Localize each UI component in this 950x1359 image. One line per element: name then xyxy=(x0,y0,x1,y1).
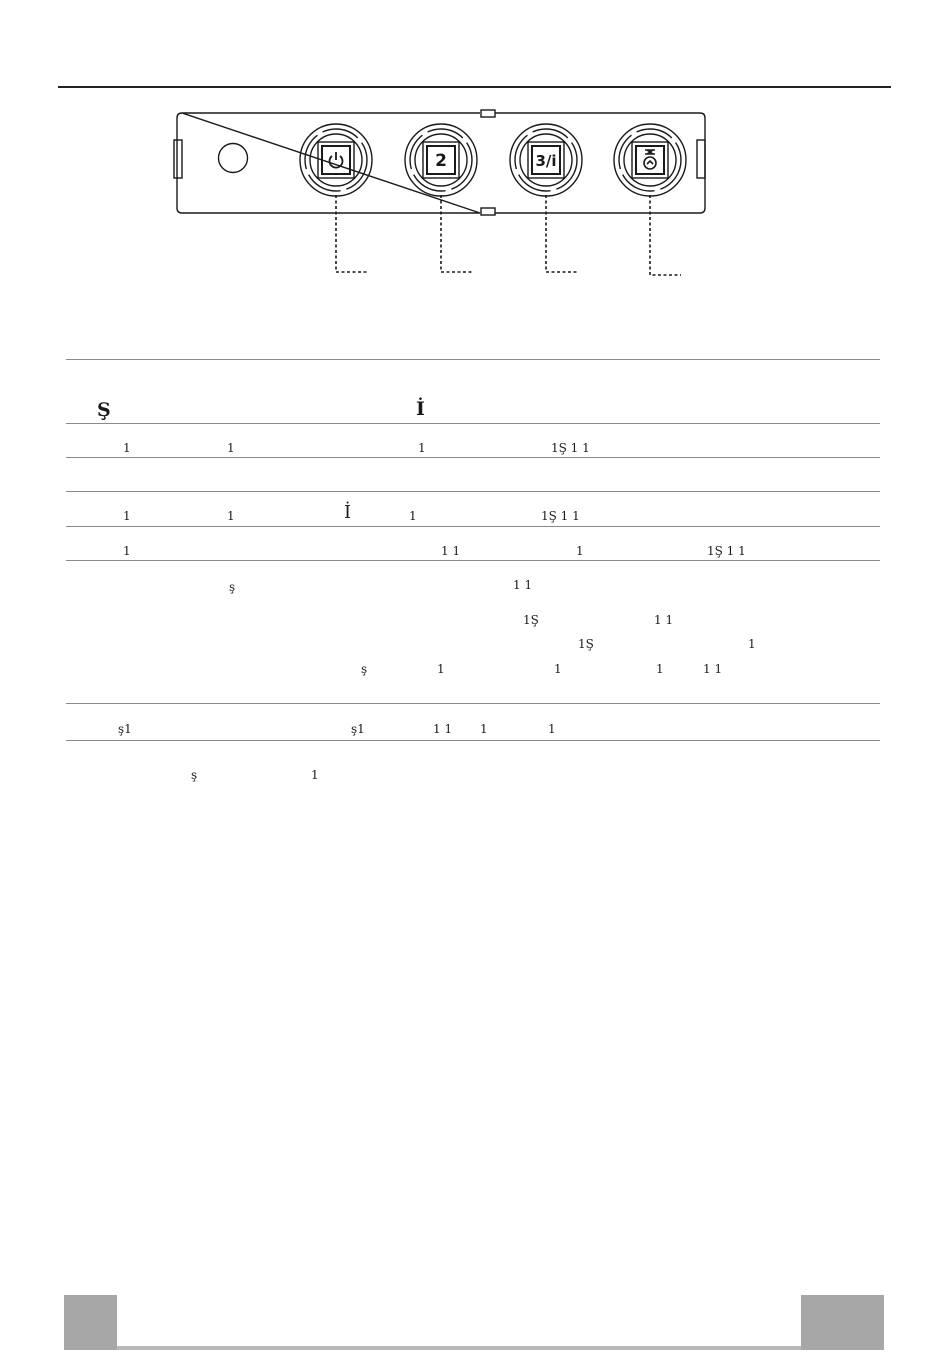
table-rule xyxy=(66,703,880,704)
table-cell: 1Ş 1 1 xyxy=(551,441,590,455)
table-cell: İ xyxy=(344,502,352,523)
table-cell: 1 xyxy=(123,441,131,455)
footer-tab-left xyxy=(64,1295,117,1350)
table-cell: 1 1 xyxy=(654,613,674,627)
table-cell: 1Ş 1 1 xyxy=(707,544,746,558)
speed2-label: 2 xyxy=(435,151,447,171)
table-rule xyxy=(66,560,880,561)
table-cell: ş1 xyxy=(351,722,365,736)
table-rule xyxy=(66,457,880,458)
table-cell: 1 xyxy=(123,509,131,523)
table-header-col1: Ş xyxy=(97,399,111,421)
table-cell: 1 xyxy=(656,662,664,676)
speed3-label: 3/i xyxy=(535,152,557,170)
table-cell: 1 xyxy=(480,722,488,736)
leader-lines xyxy=(0,0,950,300)
table-rule xyxy=(66,491,880,492)
table-cell: 1 xyxy=(548,722,556,736)
table-cell: 1 xyxy=(576,544,584,558)
footnote-text: ş xyxy=(191,768,198,782)
table-cell: 1 1 xyxy=(441,544,461,558)
table-cell: 1 xyxy=(554,662,562,676)
table-cell: 1 xyxy=(437,662,445,676)
footer-tab-right xyxy=(801,1295,884,1350)
footer-bar xyxy=(117,1346,801,1350)
table-header-col2: İ xyxy=(416,398,425,420)
table-cell: 1 xyxy=(418,441,426,455)
table-cell: ş1 xyxy=(118,722,132,736)
table-cell: 1 1 xyxy=(703,662,723,676)
table-cell: 1 1 xyxy=(513,578,533,592)
table-cell: 1Ş xyxy=(523,613,539,627)
table-cell: 1 xyxy=(748,637,756,651)
table-cell: 1Ş 1 1 xyxy=(541,509,580,523)
table-cell: ş xyxy=(229,580,236,594)
table-cell: 1Ş xyxy=(578,637,594,651)
table-rule xyxy=(66,423,880,424)
table-cell: 1 xyxy=(123,544,131,558)
table-rule xyxy=(66,359,880,360)
table-rule xyxy=(66,526,880,527)
footnote-text: 1 xyxy=(311,768,319,782)
table-cell: 1 1 xyxy=(433,722,453,736)
table-cell: 1 xyxy=(409,509,417,523)
table-cell: 1 xyxy=(227,441,235,455)
table-cell: 1 xyxy=(227,509,235,523)
table-rule xyxy=(66,740,880,741)
table-cell: ş xyxy=(361,662,368,676)
